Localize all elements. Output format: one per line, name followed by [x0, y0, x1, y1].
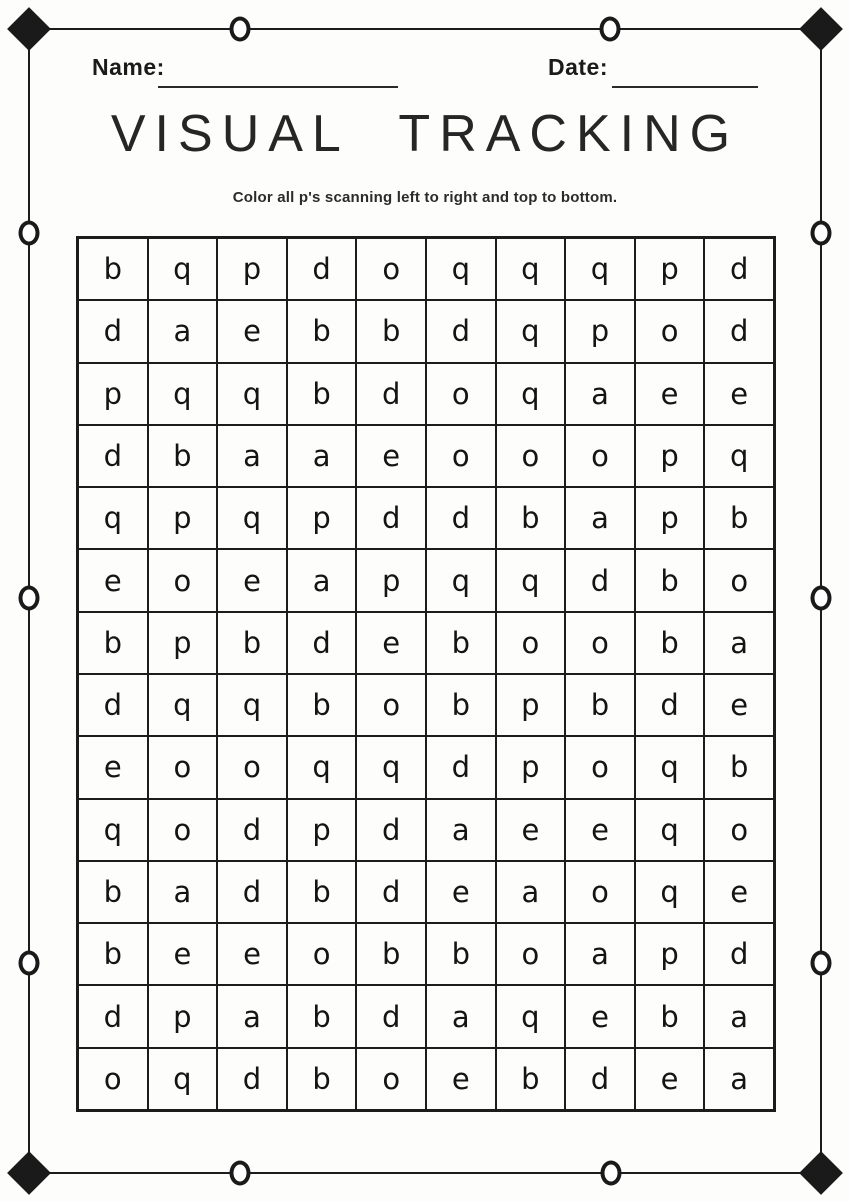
grid-cell[interactable]: o — [496, 923, 566, 985]
grid-cell[interactable]: e — [635, 363, 705, 425]
edge-circle-icon — [230, 17, 251, 42]
grid-cell[interactable]: q — [148, 1048, 218, 1110]
grid-cell[interactable]: d — [356, 799, 426, 861]
grid-cell[interactable]: q — [635, 861, 705, 923]
grid-cell[interactable]: e — [217, 549, 287, 611]
grid-cell[interactable]: o — [496, 612, 566, 674]
grid-cell[interactable]: e — [78, 549, 148, 611]
date-input-line[interactable] — [612, 86, 758, 88]
grid-cell[interactable]: p — [148, 612, 218, 674]
grid-cell[interactable]: b — [217, 612, 287, 674]
grid-cell[interactable]: b — [704, 487, 774, 549]
grid-cell[interactable]: q — [496, 985, 566, 1047]
grid-cell[interactable]: a — [217, 985, 287, 1047]
grid-cell[interactable]: b — [287, 674, 357, 736]
letter-grid — [76, 236, 776, 1112]
grid-cell[interactable]: b — [78, 612, 148, 674]
grid-cell[interactable]: q — [496, 238, 566, 300]
grid-cell[interactable]: p — [217, 238, 287, 300]
grid-cell[interactable]: q — [496, 300, 566, 362]
instructions: Color all p's scanning left to right and top to bottom. — [232, 189, 618, 206]
grid-cell[interactable]: a — [217, 425, 287, 487]
grid-cell[interactable]: b — [356, 923, 426, 985]
grid-cell[interactable]: d — [356, 487, 426, 549]
grid-cell[interactable]: b — [287, 1048, 357, 1110]
grid-cell[interactable]: q — [565, 238, 635, 300]
grid-cell[interactable]: d — [78, 425, 148, 487]
grid-cell[interactable]: q — [704, 425, 774, 487]
grid-cell[interactable]: b — [287, 363, 357, 425]
grid-cell[interactable]: a — [287, 425, 357, 487]
grid-cell[interactable]: b — [496, 1048, 566, 1110]
grid-cell[interactable]: o — [148, 736, 218, 798]
grid-cell[interactable]: b — [635, 985, 705, 1047]
grid-cell[interactable]: q — [635, 736, 705, 798]
grid-cell[interactable]: o — [704, 549, 774, 611]
grid-cell[interactable]: b — [148, 425, 218, 487]
grid-cell[interactable]: p — [635, 923, 705, 985]
grid-cell[interactable]: o — [565, 425, 635, 487]
grid-cell[interactable]: b — [635, 612, 705, 674]
grid-cell[interactable]: q — [217, 487, 287, 549]
grid-cell[interactable]: o — [356, 674, 426, 736]
grid-cell[interactable]: d — [356, 985, 426, 1047]
grid-cell[interactable]: q — [635, 799, 705, 861]
grid-cell[interactable]: p — [148, 487, 218, 549]
grid-cell[interactable]: q — [356, 736, 426, 798]
grid-cell[interactable]: q — [496, 363, 566, 425]
grid-cell[interactable]: o — [565, 861, 635, 923]
grid-cell[interactable]: a — [287, 549, 357, 611]
edge-circle-icon — [230, 1161, 251, 1186]
grid-cell[interactable]: b — [287, 985, 357, 1047]
grid-cell[interactable]: b — [78, 238, 148, 300]
grid-cell[interactable]: o — [287, 923, 357, 985]
grid-cell[interactable]: e — [217, 923, 287, 985]
grid-cell[interactable]: e — [78, 736, 148, 798]
edge-circle-icon — [19, 221, 40, 246]
grid-cell[interactable]: q — [426, 238, 496, 300]
grid-cell[interactable]: e — [426, 861, 496, 923]
date-label: Date: — [548, 54, 609, 80]
grid-cell[interactable]: a — [704, 1048, 774, 1110]
grid-cell[interactable]: b — [704, 736, 774, 798]
grid-cell[interactable]: d — [217, 1048, 287, 1110]
grid-cell[interactable]: b — [287, 861, 357, 923]
grid-cell[interactable]: q — [78, 487, 148, 549]
grid-cell[interactable]: q — [78, 799, 148, 861]
grid-cell[interactable]: d — [78, 300, 148, 362]
grid-cell[interactable]: o — [426, 363, 496, 425]
grid-cell[interactable]: q — [496, 549, 566, 611]
grid-cell[interactable]: e — [356, 425, 426, 487]
grid-cell[interactable]: o — [635, 300, 705, 362]
grid-cell[interactable]: p — [287, 799, 357, 861]
grid-cell[interactable]: b — [635, 549, 705, 611]
grid-cell[interactable]: e — [704, 861, 774, 923]
grid-cell[interactable]: e — [565, 985, 635, 1047]
grid-cell[interactable]: b — [426, 923, 496, 985]
grid-cell[interactable]: p — [565, 300, 635, 362]
grid-cell[interactable]: a — [565, 363, 635, 425]
name-label: Name: — [92, 54, 165, 80]
grid-cell[interactable]: d — [704, 300, 774, 362]
grid-cell[interactable]: o — [704, 799, 774, 861]
grid-cell[interactable]: e — [704, 363, 774, 425]
grid-cell[interactable]: d — [78, 985, 148, 1047]
grid-cell[interactable]: o — [78, 1048, 148, 1110]
grid-cell[interactable]: o — [148, 799, 218, 861]
edge-circle-icon — [811, 586, 832, 611]
grid-cell[interactable]: d — [704, 923, 774, 985]
grid-cell[interactable]: a — [704, 612, 774, 674]
grid-cell[interactable]: a — [704, 985, 774, 1047]
grid-cell[interactable]: q — [148, 238, 218, 300]
grid-cell[interactable]: o — [356, 1048, 426, 1110]
grid-cell[interactable]: p — [148, 985, 218, 1047]
grid-cell[interactable]: a — [565, 487, 635, 549]
grid-cell[interactable]: d — [217, 799, 287, 861]
grid-cell[interactable]: b — [78, 923, 148, 985]
grid-cell[interactable]: o — [148, 549, 218, 611]
grid-cell[interactable]: e — [704, 674, 774, 736]
edge-circle-icon — [19, 586, 40, 611]
grid-cell[interactable]: p — [78, 363, 148, 425]
grid-cell[interactable]: o — [565, 736, 635, 798]
grid-cell[interactable]: d — [565, 1048, 635, 1110]
name-input-line[interactable] — [158, 86, 398, 88]
grid-cell[interactable]: o — [217, 736, 287, 798]
grid-cell[interactable]: o — [496, 425, 566, 487]
grid-cell[interactable]: e — [148, 923, 218, 985]
grid-cell[interactable]: d — [704, 238, 774, 300]
grid-cell[interactable]: o — [356, 238, 426, 300]
grid-cell[interactable]: q — [287, 736, 357, 798]
grid-cell[interactable]: p — [635, 425, 705, 487]
edge-circle-icon — [601, 1161, 622, 1186]
grid-cell[interactable]: p — [287, 487, 357, 549]
edge-circle-icon — [811, 951, 832, 976]
grid-cell[interactable]: o — [565, 612, 635, 674]
grid-cell[interactable]: a — [148, 300, 218, 362]
grid-cell[interactable]: p — [496, 674, 566, 736]
grid-cell[interactable]: o — [426, 425, 496, 487]
grid-cell[interactable]: e — [217, 300, 287, 362]
grid-cell[interactable]: e — [426, 1048, 496, 1110]
grid-cell[interactable]: d — [356, 861, 426, 923]
grid-cell[interactable]: a — [426, 799, 496, 861]
grid-cell[interactable]: b — [426, 612, 496, 674]
grid-cell[interactable]: p — [496, 736, 566, 798]
grid-cell[interactable]: b — [496, 487, 566, 549]
grid-cell[interactable]: a — [148, 861, 218, 923]
grid-cell[interactable]: d — [426, 300, 496, 362]
grid-cell[interactable]: b — [287, 300, 357, 362]
grid-cell[interactable]: b — [426, 674, 496, 736]
grid-cell[interactable]: e — [356, 612, 426, 674]
edge-circle-icon — [600, 17, 621, 42]
grid-cell[interactable]: q — [148, 363, 218, 425]
grid-cell[interactable]: d — [426, 736, 496, 798]
grid-cell[interactable]: b — [356, 300, 426, 362]
grid-cell[interactable]: b — [78, 861, 148, 923]
edge-circle-icon — [19, 951, 40, 976]
grid-cell[interactable]: b — [565, 674, 635, 736]
grid-cell[interactable]: p — [635, 238, 705, 300]
grid-cell[interactable]: d — [78, 674, 148, 736]
grid-cell[interactable]: q — [217, 363, 287, 425]
grid-cell[interactable]: d — [426, 487, 496, 549]
grid-cell[interactable]: d — [565, 549, 635, 611]
grid-cell[interactable]: p — [635, 487, 705, 549]
grid-cell[interactable]: p — [356, 549, 426, 611]
grid-cell[interactable]: a — [565, 923, 635, 985]
grid-cell[interactable]: e — [635, 1048, 705, 1110]
grid-cell[interactable]: a — [426, 985, 496, 1047]
edge-circle-icon — [811, 221, 832, 246]
grid-cell[interactable]: a — [496, 861, 566, 923]
grid-cell[interactable]: q — [426, 549, 496, 611]
grid-cell[interactable]: q — [148, 674, 218, 736]
grid-cell[interactable]: d — [635, 674, 705, 736]
grid-cell[interactable]: d — [217, 861, 287, 923]
grid-cell[interactable]: q — [217, 674, 287, 736]
grid-cell[interactable]: e — [565, 799, 635, 861]
grid-cell[interactable]: d — [287, 612, 357, 674]
grid-cell[interactable]: e — [496, 799, 566, 861]
grid-cell[interactable]: d — [356, 363, 426, 425]
grid-cell[interactable]: d — [287, 238, 357, 300]
page-title: VISUAL TRACKING — [110, 105, 740, 163]
